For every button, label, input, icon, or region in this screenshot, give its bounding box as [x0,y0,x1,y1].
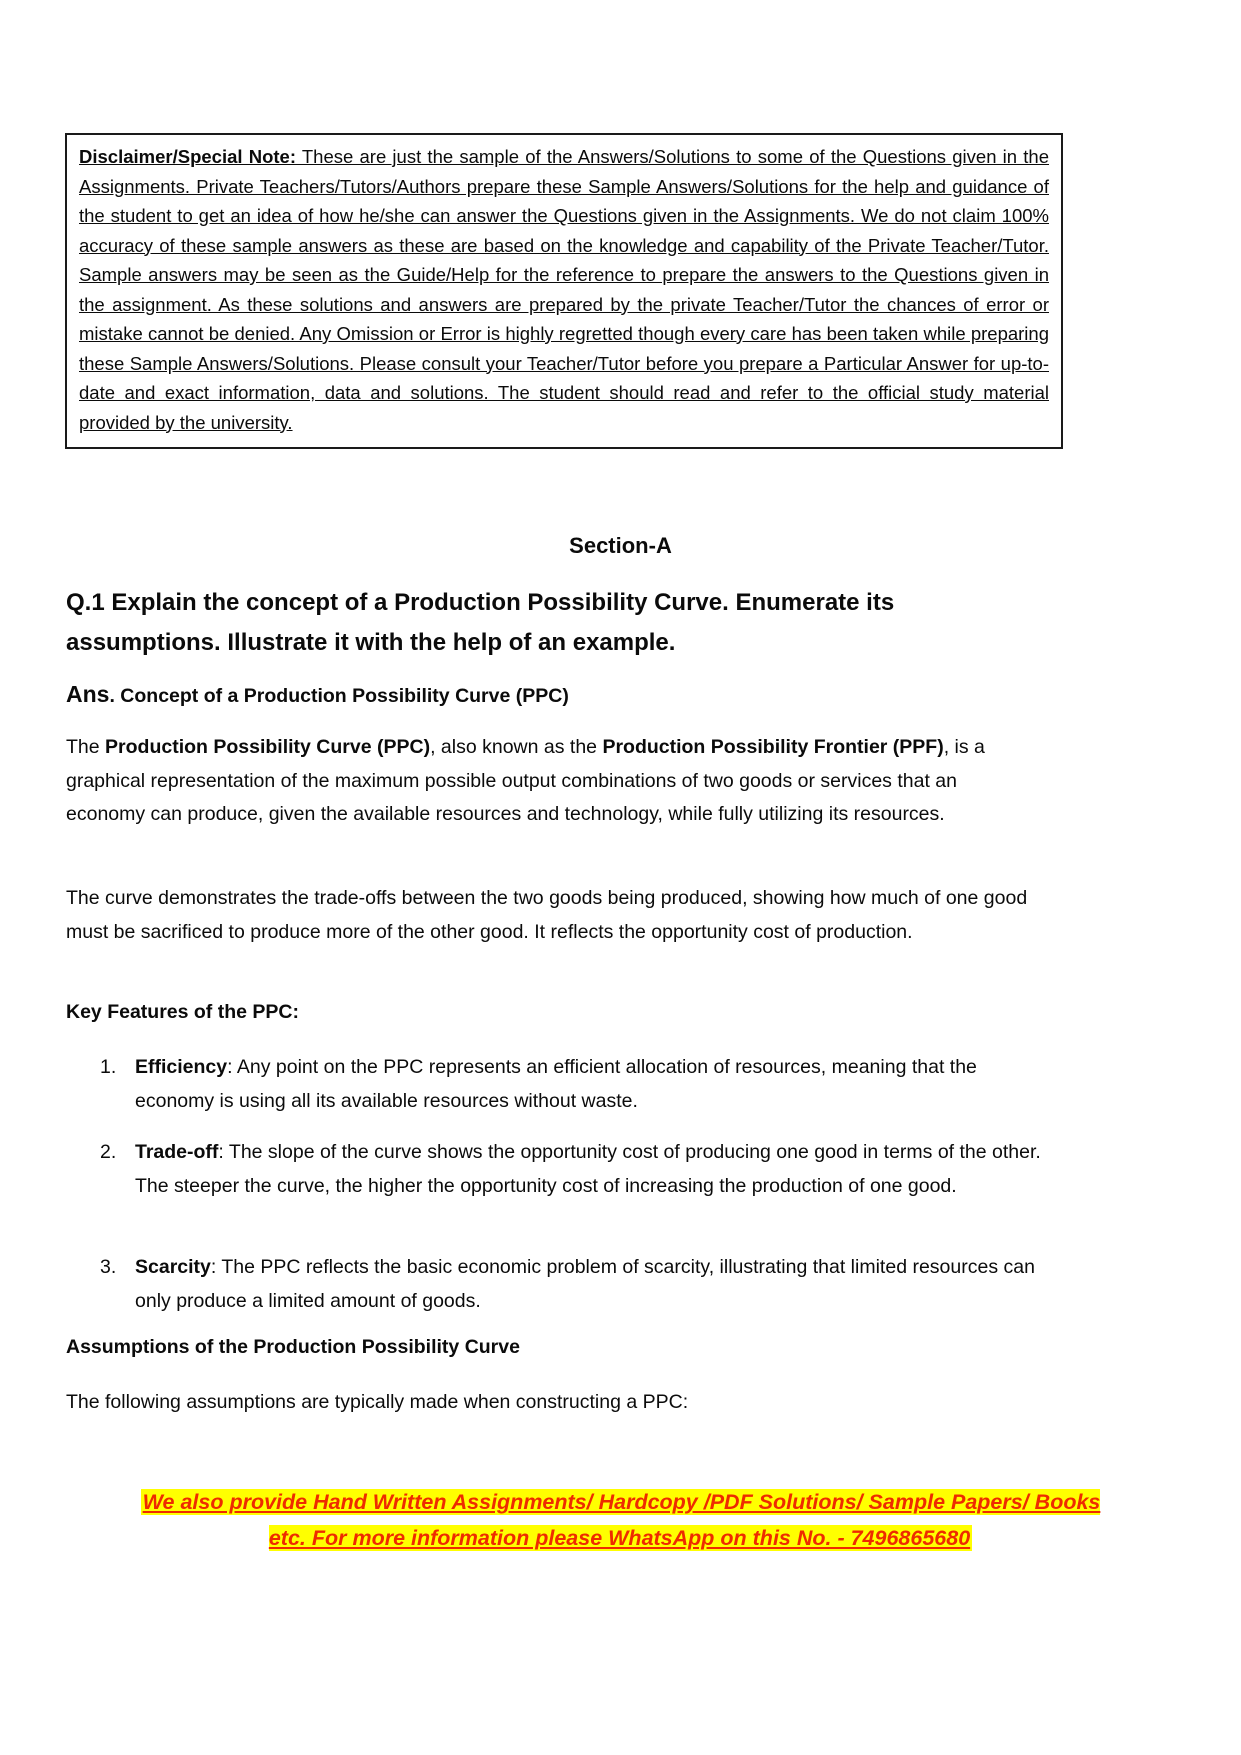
disclaimer-box [65,133,1063,449]
feature-text: : Any point on the PPC represents an efficient allocation of resources, meaning that the economy is using all its available resources without waste. [135,1056,977,1112]
ans-heading-text: . Concept of a Production Possibility Curve (PPC) [109,685,569,707]
footer-promo-text: We also provide Hand Written Assignments/ Hardcopy /PDF Solutions/ Sample Papers/ Books etc. For more information please WhatsApp on this No. - 7496865680 [142,1490,1101,1550]
feature-term: Scarcity [135,1256,211,1278]
feature-number: 3. [100,1256,117,1278]
disclaimer-body: These are just the sample of the Answers/Solutions to some of the Questions given in the Assignments. Private Teachers/Tutors/Authors prepare these Sample Answers/Solutions for the help and guidance of the student to get an idea of how he/she can answer the Questions given in the Assignments. We do not claim 100% accuracy of these sample answers as these are based on the knowledge and capability of the Private Teacher/Tutor. Sample answers may be seen as the Guide/Help for the reference to prepare the answers to the Questions given in the assignment. As these solutions and answers are prepared by the private Teacher/Tutor the chances of error or mistake cannot be denied. Any Omission or Error is highly regretted though every care has been taken while preparing these Sample Answers/Solutions. Please consult your Teacher/Tutor before you prepare a Particular Answer for up-to-date and exact information, data and solutions. The student should read and refer to the official study material provided by the university. [79,146,1050,433]
footer-promo [130,1484,1111,1556]
feature-number: 2. [100,1141,117,1163]
text-run: The [66,736,106,758]
assumptions-heading: Assumptions of the Production Possibility Curve [66,1336,520,1358]
trade-offs-paragraph: The curve demonstrates the trade-offs between the two goods being produced, showing how much of one good must be sacrificed to produce more of the other good. It reflects the opportunity cost of production. [66,887,1028,943]
feature-text: : The PPC reflects the basic economic problem of scarcity, illustrating that limited resources can only produce a limited amount of goods. [135,1256,1035,1312]
key-features-heading: Key Features of the PPC: [66,1001,299,1023]
feature-item [100,1136,1045,1203]
intro-paragraph [66,731,1041,832]
section-title: Section-A [569,533,672,558]
text-run: , is a graphical representation of the maximum possible output combinations of two goods or services that an economy can produce, given the available resources and technology, while fully utilizing its resources. [66,736,985,825]
question-heading: Q.1 Explain the concept of a Production Possibility Curve. Enumerate its assumptions. Illustrate it with the help of an example. [66,589,895,656]
feature-term: Trade-off [135,1141,219,1163]
feature-item [100,1251,1045,1318]
text-run-bold: Production Possibility Frontier (PPF) [602,736,944,758]
disclaimer-label: Disclaimer/Special Note: [79,146,296,167]
feature-body [135,1136,1045,1203]
ans-label: Ans [66,681,110,707]
feature-body [135,1251,1045,1318]
feature-item [100,1051,1045,1118]
text-run: , also known as the [430,736,603,758]
text-run-bold: Production Possibility Curve (PPC) [105,736,431,758]
feature-text: : The slope of the curve shows the opportunity cost of producing one good in terms of the other. The steeper the curve, the higher the opportunity cost of increasing the production of one good. [135,1141,1041,1197]
answer-heading [66,681,1041,708]
feature-body [135,1051,1045,1118]
feature-number: 1. [100,1056,117,1078]
assumptions-intro: The following assumptions are typically made when constructing a PPC: [66,1391,689,1413]
feature-term: Efficiency [135,1056,228,1078]
disclaimer-paragraph [79,142,1049,437]
